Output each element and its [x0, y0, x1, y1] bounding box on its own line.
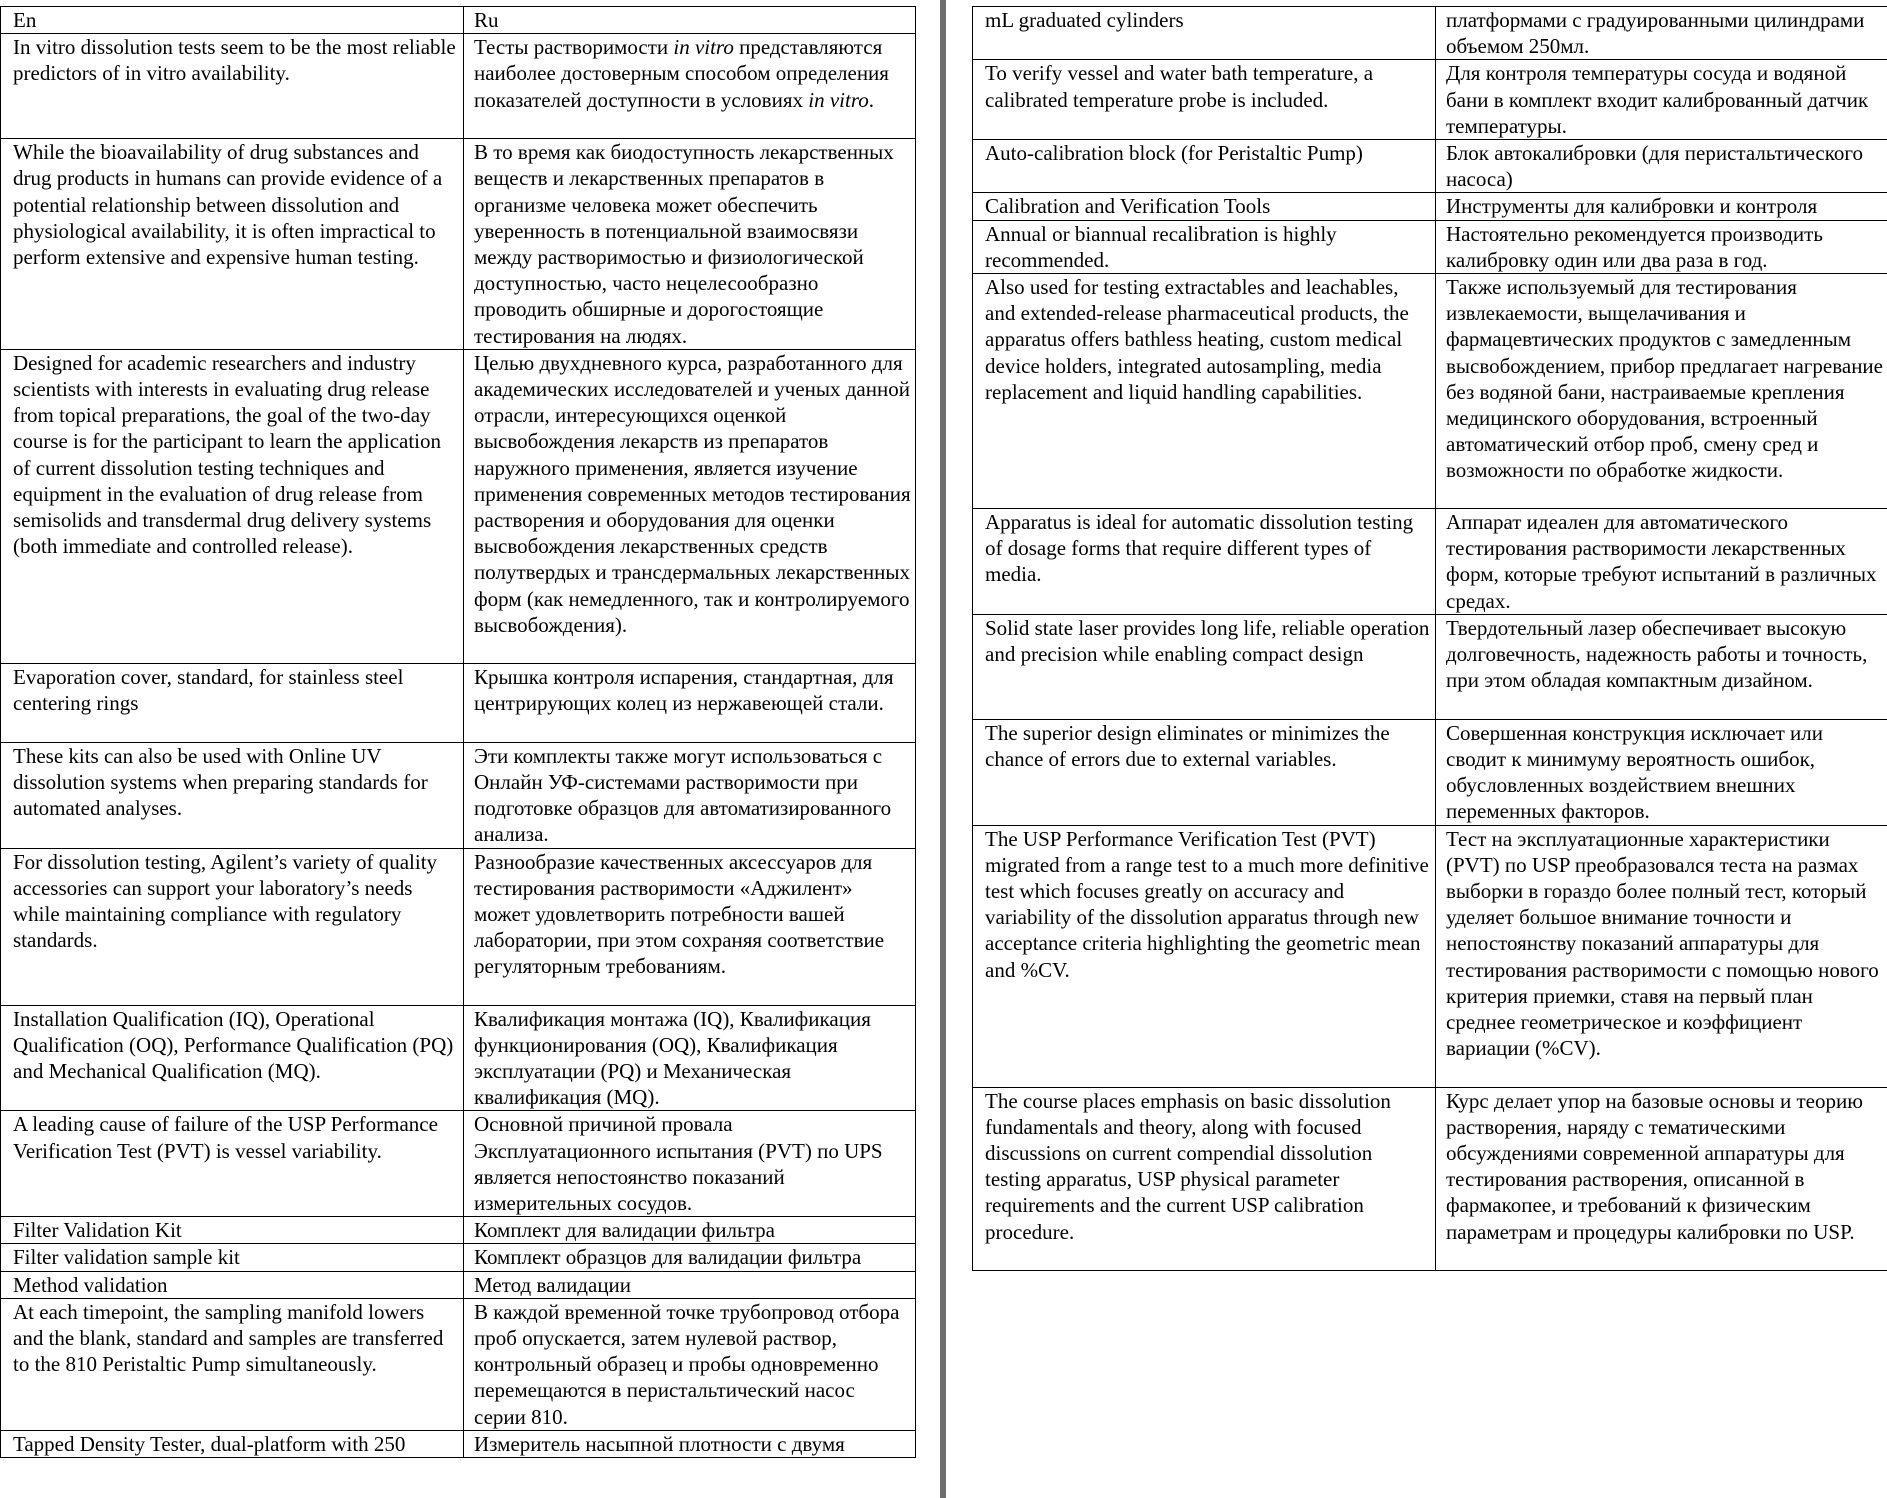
cell-en: To verify vessel and water bath temperature, a calibrated temperature probe is included.: [973, 60, 1436, 140]
header-ru: Ru: [464, 7, 916, 34]
table-row: [1, 349, 916, 663]
cell-en: Installation Qualification (IQ), Operational Qualification (OQ), Performance Qualification (PQ) and Mechanical Qualification (MQ).: [1, 1005, 464, 1111]
table-row: [1, 1244, 916, 1271]
cell-ru: Для контроля температуры сосуда и водяной бани в комплект входит калиброванный датчик температуры.: [1436, 60, 1887, 140]
cell-ru: В каждой временной точке трубопровод отбора проб опускается, затем нулевой раствор, контрольный образец и пробы одновременно перемещаются в перистальтический насос серии 810.: [464, 1298, 916, 1430]
translation-table-left: [0, 6, 916, 1458]
cell-ru: Основной причиной провала Эксплуатационного испытания (PVT) по UPS является непостоянство показаний измерительных сосудов.: [464, 1111, 916, 1217]
cell-ru: Целью двухдневного курса, разработанного для академических исследователей и ученых данной отрасли, интересующихся оценкой высвобождения лекарств из препаратов наружного применения, является изучение применения современных методов тестирования растворения и оборудования для оценки высвобождения лекарственных средств полутвердых и трансдермальных лекарственных форм (как немедленного, так и контролируемого высвобождения).: [464, 349, 916, 663]
cell-en: Calibration and Verification Tools: [973, 193, 1436, 220]
table-row: [1, 742, 916, 848]
table-row: [1, 1005, 916, 1111]
cell-en: For dissolution testing, Agilent’s variety of quality accessories can support your laboratory’s needs while maintaining compliance with regulatory standards.: [1, 848, 464, 1005]
table-row: [973, 1087, 1887, 1270]
cell-ru: Тест на эксплуатационные характеристики (PVT) по USP преобразовался теста на размах выборки в гораздо более полный тест, который уделяет большое внимание точности и непостоянству показаний аппаратуры для тестирования растворимости с помощью нового критерия приемки, ставя на первый план среднее геометрическое и коэффициент вариации (%CV).: [1436, 825, 1887, 1087]
table-row: [973, 140, 1887, 193]
cell-en: Auto-calibration block (for Peristaltic Pump): [973, 140, 1436, 193]
table-row: [1, 1271, 916, 1298]
cell-en: In vitro dissolution tests seem to be the most reliable predictors of in vitro availability.: [1, 34, 464, 139]
cell-ru: Эти комплекты также могут использоваться с Онлайн УФ-системами растворимости при подготовке образцов для автоматизированного анализа.: [464, 742, 916, 848]
translation-table-right: [972, 6, 1887, 1271]
cell-en: These kits can also be used with Online UV dissolution systems when preparing standards for automated analyses.: [1, 742, 464, 848]
table-header-row: [1, 7, 916, 34]
table-row: [973, 60, 1887, 140]
table-row: [1, 1430, 916, 1457]
table-row: [973, 193, 1887, 220]
cell-ru: В то время как биодоступность лекарственных веществ и лекарственных препаратов в организме человека может обеспечить уверенность в потенциальной взаимосвязи между растворимостью и физиологической доступностью, часто нецелесообразно проводить обширные и дорогостоящие тестирования на людях.: [464, 139, 916, 350]
cell-ru: Блок автокалибровки (для перистальтического насоса): [1436, 140, 1887, 193]
cell-ru: Комплект образцов для валидации фильтра: [464, 1244, 916, 1271]
cell-ru: Комплект для валидации фильтра: [464, 1217, 916, 1244]
table-row: [1, 1111, 916, 1217]
table-row: [973, 220, 1887, 273]
cell-en: Filter validation sample kit: [1, 1244, 464, 1271]
table-row: [1, 663, 916, 742]
cell-en: The superior design eliminates or minimizes the chance of errors due to external variables.: [973, 719, 1436, 825]
cell-en: Filter Validation Kit: [1, 1217, 464, 1244]
table-row: [973, 614, 1887, 719]
table-row: [1, 848, 916, 1005]
cell-en: At each timepoint, the sampling manifold lowers and the blank, standard and samples are transferred to the 810 Peristaltic Pump simultaneously.: [1, 1298, 464, 1430]
cell-en: Solid state laser provides long life, reliable operation and precision while enabling compact design: [973, 614, 1436, 719]
table-row: [973, 825, 1887, 1087]
cell-ru: Измеритель насыпной плотности с двумя: [464, 1430, 916, 1457]
cell-ru: Разнообразие качественных аксессуаров для тестирования растворимости «Аджилент» может удовлетворить потребности вашей лаборатории, при этом сохраняя соответствие регуляторным требованиям.: [464, 848, 916, 1005]
cell-en: Method validation: [1, 1271, 464, 1298]
table-row: [973, 719, 1887, 825]
cell-ru: Крышка контроля испарения, стандартная, для центрирующих колец из нержавеющей стали.: [464, 663, 916, 742]
cell-en: The USP Performance Verification Test (PVT) migrated from a range test to a much more definitive test which focuses greatly on accuracy and variability of the dissolution apparatus through new acceptance criteria highlighting the geometric mean and %CV.: [973, 825, 1436, 1087]
cell-en: Designed for academic researchers and industry scientists with interests in evaluating drug release from topical preparations, the goal of the two-day course is for the participant to learn the application of current dissolution testing techniques and equipment in the evaluation of drug release from semisolids and transdermal drug delivery systems (both immediate and controlled release).: [1, 349, 464, 663]
table-row: [1, 1298, 916, 1430]
cell-ru: платформами с градуированными цилиндрами объемом 250мл.: [1436, 7, 1887, 60]
cell-en: Tapped Density Tester, dual-platform with 250: [1, 1430, 464, 1457]
cell-en: Apparatus is ideal for automatic dissolution testing of dosage forms that require different types of media.: [973, 509, 1436, 615]
cell-en: Also used for testing extractables and leachables, and extended-release pharmaceutical products, the apparatus offers bathless heating, custom medical device holders, integrated autosampling, media replacement and liquid handling capabilities.: [973, 274, 1436, 509]
cell-ru: Аппарат идеален для автоматического тестирования растворимости лекарственных форм, которые требуют испытаний в различных средах.: [1436, 509, 1887, 615]
cell-en: Annual or biannual recalibration is highly recommended.: [973, 220, 1436, 273]
cell-ru: Квалификация монтажа (IQ), Квалификация функционирования (OQ), Квалификация эксплуатации (PQ) и Механическая квалификация (MQ).: [464, 1005, 916, 1111]
page-separator: [940, 0, 946, 1498]
cell-ru: Курс делает упор на базовые основы и теорию растворения, наряду с тематическими обсуждениями современной аппаратуры для тестирования растворения, описанной в фармакопее, и требований к физическим параметрам и процедуры калибровки по USP.: [1436, 1087, 1887, 1270]
cell-ru: Настоятельно рекомендуется производить калибровку один или два раза в год.: [1436, 220, 1887, 273]
table-row: [1, 139, 916, 350]
cell-ru: Метод валидации: [464, 1271, 916, 1298]
header-en: En: [1, 7, 464, 34]
table-row: [1, 1217, 916, 1244]
cell-ru: Тесты растворимости in vitro представляются наиболее достоверным способом определения показателей доступности в условиях in vitro.: [464, 34, 916, 139]
cell-en: The course places emphasis on basic dissolution fundamentals and theory, along with focused discussions on current compendial dissolution testing apparatus, USP physical parameter requirements and the current USP calibration procedure.: [973, 1087, 1436, 1270]
cell-en: Evaporation cover, standard, for stainless steel centering rings: [1, 663, 464, 742]
cell-en: mL graduated cylinders: [973, 7, 1436, 60]
cell-ru: Также используемый для тестирования извлекаемости, выщелачивания и фармацевтических продуктов с замедленным высвобождением, прибор предлагает нагревание без водяной бани, настраиваемые крепления медицинского оборудования, встроенный автоматический отбор проб, смену сред и возможности по обработке жидкости.: [1436, 274, 1887, 509]
table-row: [973, 509, 1887, 615]
cell-en: While the bioavailability of drug substances and drug products in humans can provide evidence of a potential relationship between dissolution and physiological availability, it is often impractical to perform extensive and expensive human testing.: [1, 139, 464, 350]
cell-ru: Инструменты для калибровки и контроля: [1436, 193, 1887, 220]
table-row: [1, 34, 916, 139]
table-row: [973, 7, 1887, 60]
table-row: [973, 274, 1887, 509]
cell-ru: Твердотельный лазер обеспечивает высокую долговечность, надежность работы и точность, при этом обладая компактным дизайном.: [1436, 614, 1887, 719]
cell-en: A leading cause of failure of the USP Performance Verification Test (PVT) is vessel variability.: [1, 1111, 464, 1217]
cell-ru: Совершенная конструкция исключает или сводит к минимуму вероятность ошибок, обусловленных воздействием внешних переменных факторов.: [1436, 719, 1887, 825]
